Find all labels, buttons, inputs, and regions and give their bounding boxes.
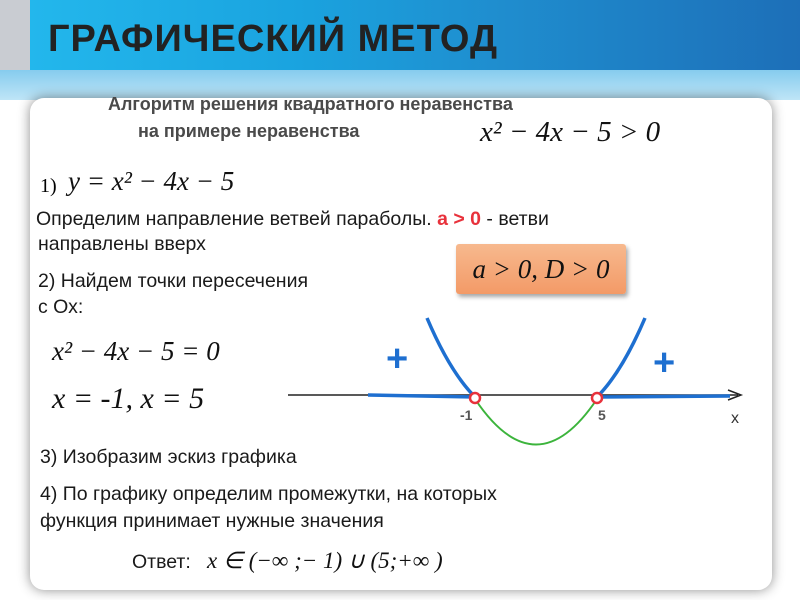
step1-number: 1) (40, 175, 57, 197)
x-axis-label: х (731, 410, 739, 427)
branches-text-after: - ветви (480, 208, 549, 230)
quadratic-equation: x² − 4x − 5 = 0 (52, 336, 220, 366)
branches-text-before: Определим направление ветвей параболы. (36, 208, 438, 230)
root-point-left (470, 393, 480, 403)
algorithm-heading-line1: Алгоритм решения квадратного неравенства (108, 94, 513, 114)
conditions-callout: a > 0, D > 0 (456, 244, 626, 294)
leading-coefficient-condition: a > 0 (437, 208, 481, 230)
sign-plus-left: + (386, 338, 409, 380)
step2-line1: 2) Найдем точки пересечения (38, 270, 309, 292)
step2-line2: с Ох: (38, 296, 84, 318)
step4-line1: 4) По графику определим промежутки, на которых (40, 483, 497, 505)
step3-text: 3) Изобразим эскиз графика (40, 446, 297, 468)
function-formula: y = x² − 4x − 5 (68, 166, 235, 196)
positive-interval-right (597, 396, 730, 397)
positive-interval-left (368, 395, 475, 397)
inequality-formula: x² − 4x − 5 > 0 (480, 116, 661, 148)
answer-value: x ∈ (−∞ ;− 1) ∪ (5;+∞ ) (207, 548, 443, 573)
root-label-left: -1 (460, 407, 473, 423)
parabola-negative-part (475, 399, 597, 445)
sign-plus-right: + (653, 342, 676, 384)
step4-line2: функция принимает нужные значения (40, 510, 384, 532)
root-label-right: 5 (598, 407, 606, 423)
slide-title: ГРАФИЧЕСКИЙ МЕТОД (48, 18, 499, 60)
algorithm-heading-line2: на примере неравенства (138, 121, 360, 141)
parabola-left-branch (427, 318, 475, 397)
parabola-right-branch (597, 318, 645, 397)
root-point-right (592, 393, 602, 403)
branches-text-line2: направлены вверх (38, 233, 206, 255)
roots-result: x = -1, x = 5 (52, 382, 205, 415)
answer-label: Ответ: (132, 551, 191, 573)
